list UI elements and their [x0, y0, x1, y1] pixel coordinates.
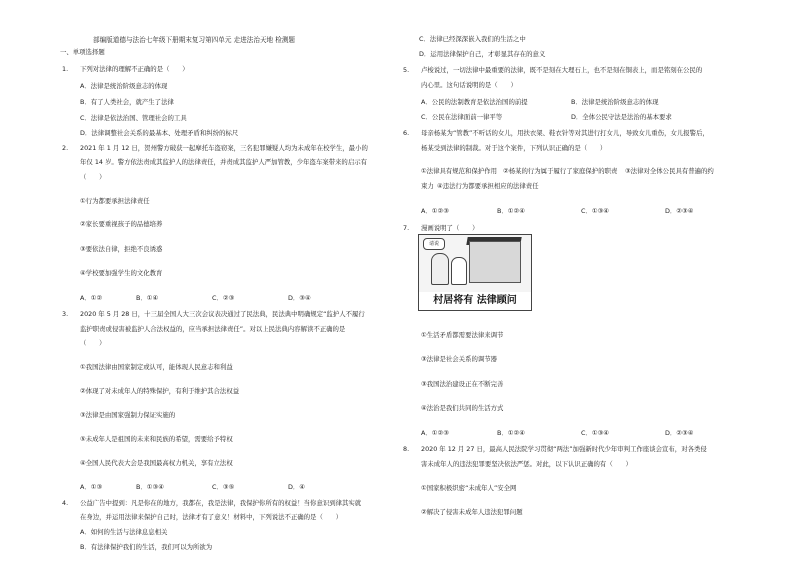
option: A．如何的生活与法律息息相关	[80, 528, 168, 536]
question-number: 3.	[62, 310, 69, 318]
answer-option: C．①③④	[581, 207, 610, 215]
answer-option: C．③⑤	[212, 483, 235, 491]
answer-option: D．②③④	[665, 207, 694, 215]
cartoon-caption: 村居将有 法律顾问	[419, 292, 531, 310]
option: D．法律调整社会关系的最基本、处理矛盾和纠纷的标尺	[80, 129, 239, 137]
question-stem: 害未成年人的违法犯罪要坚决依法严惩。对此，以下认识正确的有（ ）	[421, 460, 632, 468]
question-stem: 杨某受到法律的制裁。对于这个案件，下列认识正确的是（ ）	[421, 144, 607, 152]
answer-option: D．③④	[288, 294, 311, 302]
statement-row	[421, 181, 539, 191]
statement-item: ②家长要重视孩子的品德培养	[80, 220, 163, 228]
cartoon-image	[418, 234, 532, 311]
answer-option: C．②③	[212, 294, 235, 302]
statement-item: ②杨某的行为属于履行了家庭保护的职责	[503, 167, 618, 175]
answer-option: C．公民在法律面前一律平等	[421, 113, 503, 121]
question-stem: 卢梭说过，一切法律中最重要的法律，既不是刻在大理石上，也不是刻在铜表上，而是铭刻在公民的	[421, 66, 703, 74]
question-stem: 2020 年 5 月 28 日，十三届全国人大三次会议表决通过了民法典，民法典中明确规定“监护人不履行	[80, 310, 365, 318]
statement-item: ③要依法自律，拒绝不良诱惑	[80, 245, 163, 253]
answer-option: D．全体公民守法是法治的基本要求	[571, 113, 672, 121]
answer-option: A．公民的法制教育是依法治国的前提	[421, 98, 528, 106]
statement-item: ⑤未成年人是祖国的未来和民族的希望，需要给予特权	[80, 435, 233, 443]
answer-option: D．②③④	[665, 429, 694, 437]
answer-row	[421, 97, 658, 107]
statement-item: ①法律具有规范和保护作用	[421, 167, 498, 175]
statement-item: ①生活矛盾都需要法律来调节	[421, 331, 504, 339]
statement-item: ①国家积极织密“未成年人”安全网	[421, 484, 517, 492]
question-4	[62, 498, 361, 508]
answer-option: A．①②	[80, 294, 103, 302]
question-stem: 年仅 14 岁。警方依法责成其监护人的法律责任，并责成其监护人严加管教，少年盗车案带来的启示有	[80, 158, 367, 166]
statement-item: ③法律是社会关系的调节器	[421, 355, 498, 363]
option: C．法律是依法治国、管理社会的工具	[80, 114, 187, 122]
question-stem: 在身边，并运用法律来保护自己时，法律才有了意义！材料中，下列说法不正确的是（ ）	[80, 513, 343, 521]
statement-item: ①行为都要承担法律责任	[80, 197, 150, 205]
answer-row	[421, 428, 694, 438]
cartoon-figure	[431, 253, 449, 285]
question-stem: 监护职责或侵害被监护人合法权益的，应当承担法律责任”。对以上民法典内容解读不正确的是	[80, 325, 346, 333]
statement-item: ③法律是由国家强制力保证实施的	[80, 411, 176, 419]
answer-row	[421, 206, 694, 216]
answer-option: B．①④	[136, 294, 159, 302]
answer-option: A．①②③	[421, 207, 449, 215]
question-stem: 母亲杨某为“管教”不听话的女儿，用扶衣架、鞋衣针等对其进行打女儿，导致女儿重伤，女儿报警后，	[421, 129, 709, 137]
question-7	[403, 223, 479, 233]
statement-item: ④法治是我们共同的生活方式	[421, 404, 504, 412]
answer-row	[80, 293, 311, 303]
statement-item: ③我国法治建设正在不断完善	[421, 380, 504, 388]
question-number: 2.	[62, 144, 69, 152]
answer-row	[80, 482, 305, 492]
statement-item: ④违法行为都要承担相应的法律责任	[437, 182, 539, 190]
answer-option: B．法律是统治阶级意志的体现	[571, 98, 659, 106]
option: C．法律已经深深嵌入我们的生活之中	[419, 35, 526, 43]
question-stem: 公益广告中提到：凡是你在的地方，我都在，我是法律，我保护你所有的权益！当你意识到律其实就	[80, 499, 362, 507]
answer-option: C．①③④	[581, 429, 610, 437]
option: B．有法律保护我们的生活，我们可以为所欲为	[80, 543, 213, 551]
statement-item: ②体现了对未成年人的特殊保护，有利于维护其合法权益	[80, 387, 240, 395]
statement-item: ④学校要加强学生的文化教育	[80, 269, 163, 277]
question-number: 4.	[62, 499, 69, 507]
cartoon-building	[469, 241, 521, 283]
page-title: 部编版道德与法治七年级下册期末复习第四单元 走进法治天地 检测题	[93, 36, 296, 44]
option: B．有了人类社会，就产生了法律	[80, 98, 174, 106]
question-stem: 漫画说明了（ ）	[421, 224, 479, 232]
statement-row	[421, 166, 714, 176]
option: A．法律是统治阶级意志的体现	[80, 82, 168, 90]
answer-row	[421, 112, 672, 122]
statement-item: ②解决了侵害未成年人违法犯罪问题	[421, 508, 523, 516]
statement-item: ①我国法律由国家制定或认可，能体现人民意志和利益	[80, 363, 233, 371]
question-stem: （ ）	[80, 173, 106, 181]
question-number: 7.	[403, 224, 410, 232]
question-8	[403, 444, 707, 454]
answer-option: B．①②④	[497, 429, 525, 437]
question-number: 6.	[403, 129, 410, 137]
question-stem: 2021 年 1 月 12 日，贺州警方破获一起摩托车盗窃案，三名犯罪嫌疑人均为未成年在校学生，最小的	[80, 144, 368, 152]
question-number: 1.	[62, 65, 69, 73]
cartoon-figure	[451, 257, 467, 285]
answer-option: B．①②④	[497, 207, 525, 215]
speech-bubble: 请说	[423, 238, 445, 250]
question-number: 5.	[403, 66, 410, 74]
question-1	[62, 64, 189, 74]
question-6	[403, 128, 709, 138]
statement-item: ③法律对全体公民具有普遍的约	[625, 167, 714, 175]
answer-option: D．④	[288, 483, 306, 491]
answer-option: A．①③	[80, 483, 103, 491]
statement-item: ④全国人民代表大会是我国最高权力机关，享有立法权	[80, 459, 233, 467]
section-heading: 一、单项选择题	[60, 48, 105, 56]
question-stem: 内心里。这句话说明的是（ ）	[421, 81, 517, 89]
question-number: 8.	[403, 445, 410, 453]
question-stem: 2020 年 12 月 27 日，最高人民法院学习贯彻“两法”加强新时代少年审判工作座谈会宣布，对各类侵	[421, 445, 707, 453]
question-5	[403, 65, 702, 75]
answer-option: A．①②③	[421, 429, 449, 437]
question-2	[62, 143, 368, 153]
statement-item: 束力	[421, 182, 434, 190]
question-stem: （ ）	[80, 339, 106, 347]
option: D．运用法律保护自己，才彰显其存在的意义	[419, 50, 546, 58]
question-3	[62, 309, 365, 319]
question-stem: 下列对法律的理解不正确的是（ ）	[80, 65, 189, 73]
answer-option: B．①③④	[136, 483, 164, 491]
